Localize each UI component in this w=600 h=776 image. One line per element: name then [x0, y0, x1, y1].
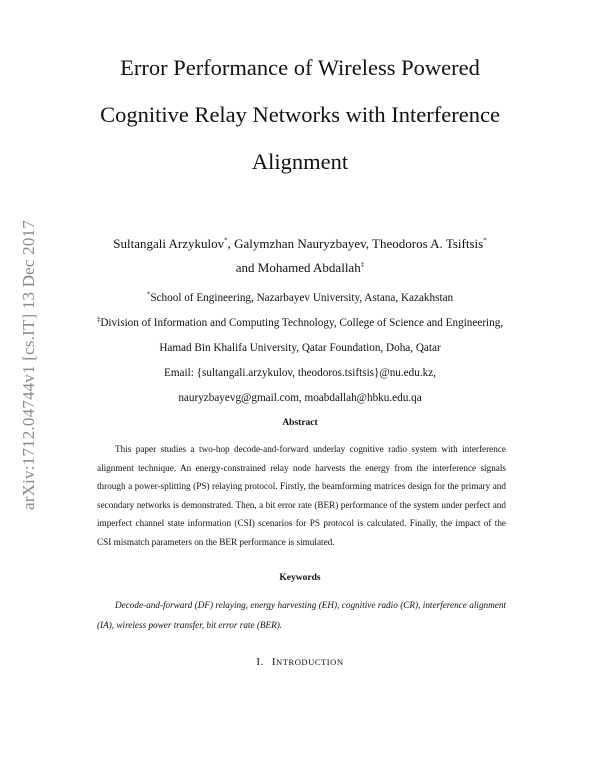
affiliation-1 — [40, 286, 560, 311]
title-line-1: Error Performance of Wireless Powered — [120, 55, 480, 80]
affiliation-3: Hamad Bin Khalifa University, Qatar Foundation, Doha, Qatar — [159, 342, 441, 354]
keywords-heading: Keywords — [279, 573, 321, 583]
section-heading — [0, 656, 600, 668]
title-line-3: Alignment — [251, 149, 349, 174]
authors-line-2 — [60, 256, 540, 280]
authors-line-1 — [60, 232, 540, 256]
affiliation-1-text: School of Engineering, Nazarbayev University, Astana, Kazakhstan — [150, 292, 454, 304]
author-3-mark: * — [483, 236, 487, 245]
arxiv-stamp: arXiv:1712.04744v1 [cs.IT] 13 Dec 2017 — [19, 220, 38, 510]
author-1-mark: * — [224, 236, 228, 245]
email-line-2: nauryzbayevg@gmail.com, moabdallah@hbku.edu.qa — [178, 392, 422, 404]
paper-title — [60, 44, 540, 185]
affiliation-1-mark: * — [146, 290, 151, 299]
abstract-text: This paper studies a two-hop decode-and-forward underlay cognitive radio system with interference alignment technique. An energy-constrained relay node harvests the energy from the interference signals through a power-splitting (PS) relaying protocol. Firstly, the beamforming matrices design for the primary and secondary networks is demonstrated. Then, a bit error rate (BER) performance of the system under perfect and imperfect channel state information (CSI) scenarios for PS protocol is calculated. Finally, the impact of the CSI mismatch parameters on the BER performance is simulated. — [97, 444, 506, 547]
authors-2-3: , Galymzhan Nauryzbayev, Theodoros A. Tsiftsis — [227, 236, 484, 251]
affiliation-2-text: Division of Information and Computing Technology, College of Science and Engineering, — [100, 317, 504, 329]
author-4: and Mohamed Abdallah — [235, 260, 361, 275]
affiliation-2 — [40, 311, 560, 336]
keywords-text: Decode-and-forward (DF) relaying, energy harvesting (EH), cognitive radio (CR), interference alignment (IA), wireless power transfer, bit error rate (BER). — [97, 600, 506, 630]
section-title-rest: NTRODUCTION — [276, 657, 344, 667]
title-line-2: Cognitive Relay Networks with Interference — [100, 102, 500, 127]
abstract-heading: Abstract — [282, 418, 318, 428]
section-title-initial: I — [271, 656, 277, 668]
section-number: I. — [256, 656, 264, 668]
author-list — [60, 232, 540, 280]
author-1: Sultangali Arzykulov — [113, 236, 225, 251]
affiliation-2-mark: ‡ — [96, 315, 101, 324]
email-line-1: Email: {sultangali.arzykulov, theodoros.tsiftsis}@nu.edu.kz, — [164, 367, 436, 379]
author-4-mark: ‡ — [360, 260, 365, 269]
affiliations — [40, 286, 560, 411]
